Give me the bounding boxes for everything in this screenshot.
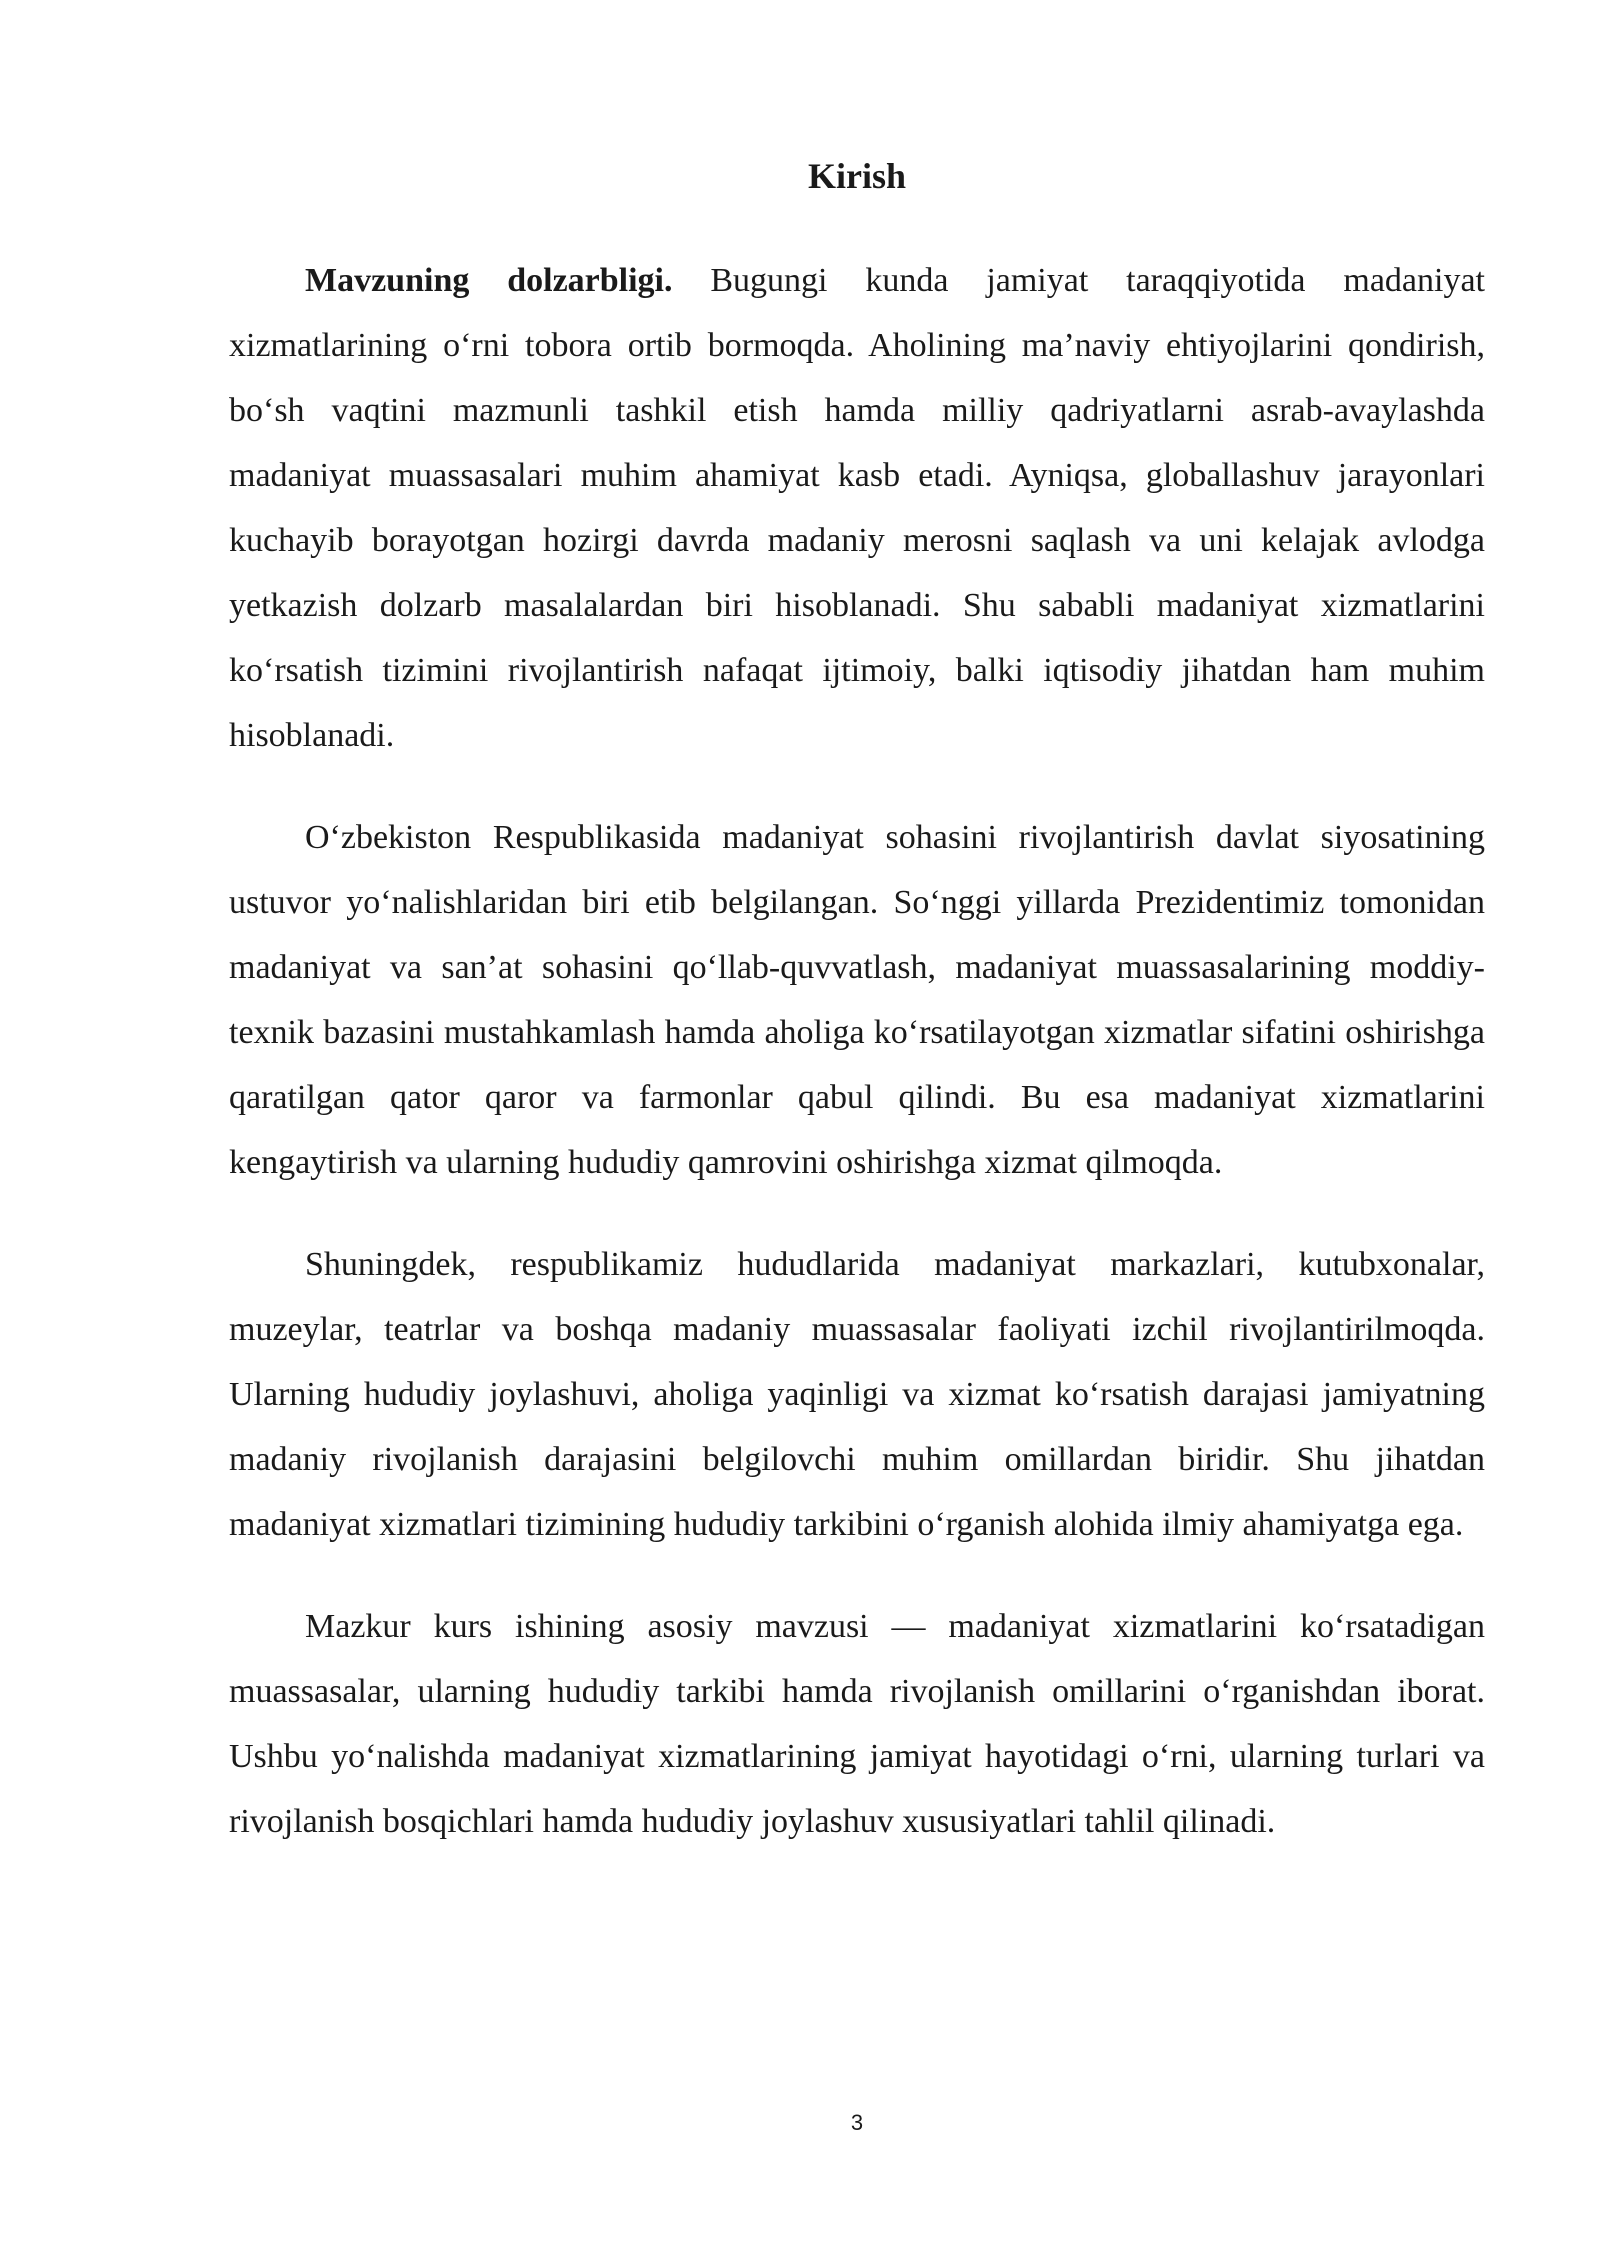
section-title: Kirish (807, 156, 906, 196)
paragraph-relevance (229, 248, 1485, 768)
paragraph-lead: Mavzuning dolzarbligi. (305, 262, 673, 299)
paragraph-state-policy: O‘zbekiston Respublikasida madaniyat sohasini rivojlantirish davlat siyosatining ustuvor yo‘nalishlaridan biri etib belgilangan. So‘nggi yillarda Prezidentimiz tomonidan madaniyat va san’at sohasini qo‘llab-quvvatlash, madaniyat muassasalarining moddiy-texnik bazasini mustahkamlash hamda aholiga ko‘rsatilayotgan xizmatlar sifatini oshirishga qaratilgan qator qaror va farmonlar qabul qilindi. Bu esa madaniyat xizmatlarini kengaytirish va ularning hududiy qamrovini oshirishga xizmat qilmoqda. (229, 819, 1485, 1181)
body-text (229, 248, 1485, 1891)
page-number: 3 (850, 2110, 864, 2135)
paragraph-course-topic: Mazkur kurs ishining asosiy mavzusi — madaniyat xizmatlarini ko‘rsatadigan muassasalar, ularning hududiy tarkibi hamda rivojlanish omillarini o‘rganishdan iborat. Ushbu yo‘nalishda madaniyat xizmatlarining jamiyat hayotidagi o‘rni, ularning turlari va rivojlanish bosqichlari hamda hududiy joylashuv xususiyatlari tahlil qilinadi. (229, 1608, 1485, 1840)
paragraph-text: Bugungi kunda jamiyat taraqqiyotida madaniyat xizmatlarining o‘rni tobora ortib bormoqda. Aholining ma’naviy ehtiyojlarini qondirish, bo‘sh vaqtini mazmunli tashkil etish hamda milliy qadriyatlarni asrab-avaylashda madaniyat muassasalari muhim ahamiyat kasb etadi. Ayniqsa, globallashuv jarayonlari kuchayib borayotgan hozirgi davrda madaniy merosni saqlash va uni kelajak avlodga yetkazish dolzarb masalalardan biri hisoblanadi. Shu sababli madaniyat xizmatlarini ko‘rsatish tizimini rivojlantirish nafaqat ijtimoiy, balki iqtisodiy jihatdan ham muhim hisoblanadi. (229, 262, 1485, 754)
paragraph-regional-institutions: Shuningdek, respublikamiz hududlarida madaniyat markazlari, kutubxonalar, muzeylar, teatrlar va boshqa madaniy muassasalar faoliyati izchil rivojlantirilmoqda. Ularning hududiy joylashuvi, aholiga yaqinligi va xizmat ko‘rsatish darajasi jamiyatning madaniy rivojlanish darajasini belgilovchi muhim omillardan biridir. Shu jihatdan madaniyat xizmatlari tizimining hududiy tarkibini o‘rganish alohida ilmiy ahamiyatga ega. (229, 1246, 1485, 1543)
